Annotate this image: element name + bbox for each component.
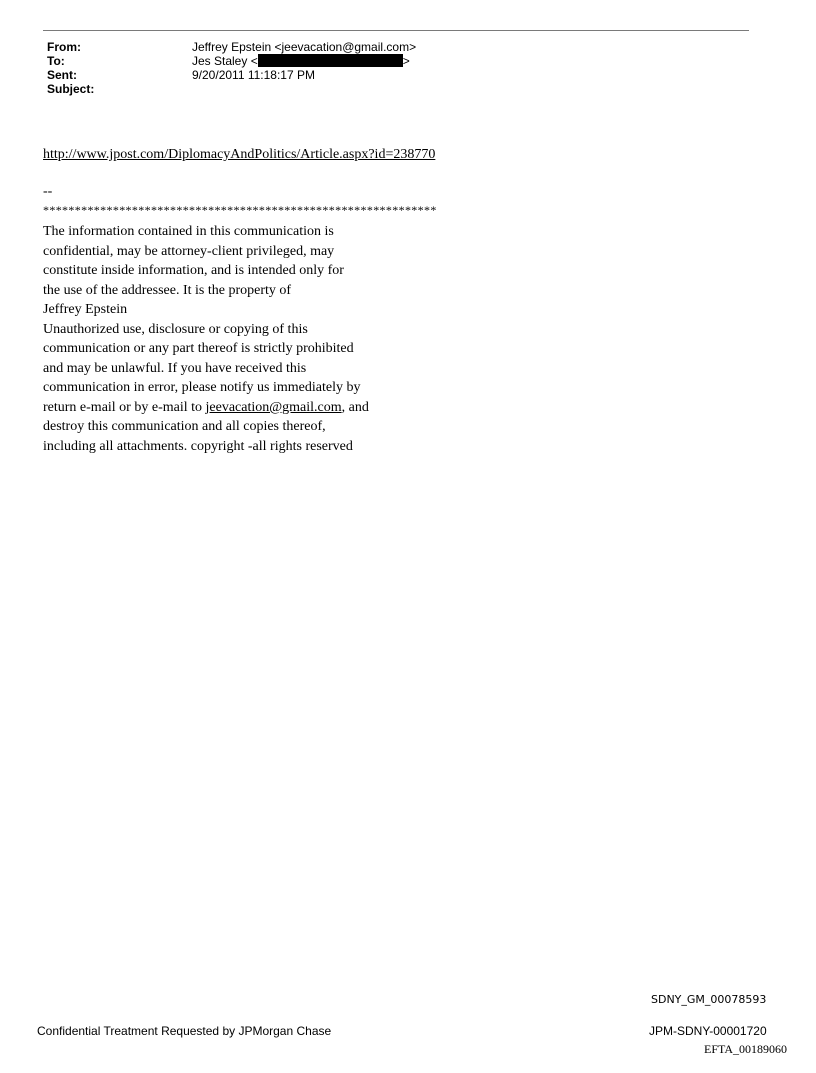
disclaimer-line: confidential, may be attorney-client privileged, may <box>43 243 335 259</box>
disclaimer-line: and may be unlawful. If you have received this <box>43 360 307 376</box>
bates-sdny: SDNY_GM_00078593 <box>651 993 767 1006</box>
signature-separator <box>43 182 437 218</box>
disclaimer-line: the use of the addressee. It is the property of <box>43 282 292 298</box>
disclaimer <box>43 222 369 456</box>
sent-label: Sent: <box>47 68 77 82</box>
confidential-footer: Confidential Treatment Requested by JPMorgan Chase <box>37 1024 332 1038</box>
disclaimer-line: destroy this communication and all copies thereof, <box>43 419 326 434</box>
bates-jpm: JPM-SDNY-00001720 <box>649 1024 767 1038</box>
to-suffix: > <box>402 54 410 68</box>
disclaimer-email-link[interactable]: jeevacation@gmail.com <box>205 399 342 415</box>
disclaimer-email-pre: return e-mail or by e-mail to <box>43 399 206 415</box>
subject-label: Subject: <box>47 82 95 96</box>
disclaimer-line: Unauthorized use, disclosure or copying of this <box>43 321 308 337</box>
to-label: To: <box>47 54 65 68</box>
article-link-block <box>43 145 435 165</box>
disclaimer-line: constitute inside information, and is intended only for <box>43 263 344 278</box>
redaction-bar <box>258 54 403 67</box>
disclaimer-line: Jeffrey Epstein <box>43 302 128 317</box>
disclaimer-line-email <box>43 398 369 418</box>
article-link[interactable]: http://www.jpost.com/DiplomacyAndPolitics/Article.aspx?id=238770 <box>43 147 436 162</box>
disclaimer-email-post: , and <box>341 399 369 415</box>
star-divider: ************************************************************** <box>43 202 437 217</box>
to-value <box>192 54 410 68</box>
from-value: Jeffrey Epstein <jeevacation@gmail.com> <box>192 40 417 54</box>
from-label: From: <box>47 40 81 54</box>
sig-dashes: -- <box>43 184 53 199</box>
header-divider <box>43 30 749 31</box>
disclaimer-line: The information contained in this communication is <box>43 224 334 239</box>
disclaimer-line: communication in error, please notify us immediately by <box>43 380 361 395</box>
bates-efta: EFTA_00189060 <box>704 1042 788 1056</box>
disclaimer-line: including all attachments. copyright -all rights reserved <box>43 438 353 454</box>
sent-value: 9/20/2011 11:18:17 PM <box>192 68 315 82</box>
to-prefix: Jes Staley < <box>192 54 258 68</box>
disclaimer-line: communication or any part thereof is strictly prohibited <box>43 341 354 356</box>
